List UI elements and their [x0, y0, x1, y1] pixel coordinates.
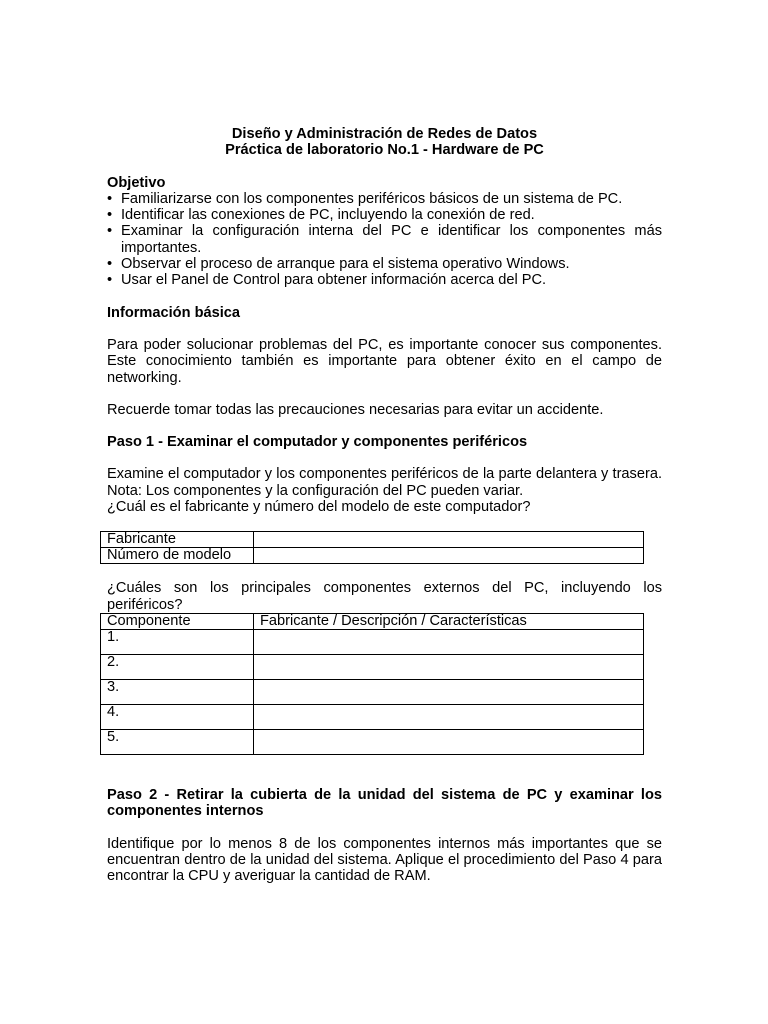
column-header: Componente [101, 613, 254, 629]
paso1-paragraph: Examine el computador y los componentes periféricos de la parte delantera y trasera. Nota: Los componentes y la configuración del PC pueden variar. [107, 466, 662, 499]
row-number: 1. [101, 629, 254, 654]
objetivo-heading: Objetivo [107, 174, 166, 191]
title-line-2: Práctica de laboratorio No.1 - Hardware de PC [225, 142, 544, 159]
fabricante-table [100, 531, 644, 564]
row-number: 3. [101, 679, 254, 704]
table-row [101, 679, 644, 704]
column-header: Fabricante / Descripción / Características [254, 613, 644, 629]
title-line-1: Diseño y Administración de Redes de Datos [231, 126, 538, 142]
table-answer-cell[interactable] [254, 532, 644, 548]
bullet-icon: • [107, 223, 113, 240]
bullet-icon: • [107, 190, 113, 207]
table-answer-cell[interactable] [254, 548, 644, 564]
table-answer-cell[interactable] [254, 654, 644, 679]
paso2-paragraph: Identifique por lo menos 8 de los componentes internos más importantes que se encuentran dentro de la unidad del sistema. Aplique el procedimiento del Paso 4 para encontrar la CPU y averiguar la cantidad de RAM. [107, 835, 662, 885]
document-page [107, 126, 662, 884]
table-row [101, 532, 644, 548]
objetivo-item: • Observar el proceso de arranque para el sistema operativo Windows. [107, 256, 570, 273]
paso1-question-1: ¿Cuál es el fabricante y número del modelo de este computador? [107, 499, 531, 516]
bullet-icon: • [107, 207, 113, 224]
table-header-row [101, 613, 644, 629]
row-number: 4. [101, 704, 254, 729]
paso1-question-2: ¿Cuáles son los principales componentes externos del PC, incluyendo los periféricos? [107, 580, 662, 613]
info-paragraph-2: Recuerde tomar todas las precauciones necesarias para evitar un accidente. [107, 401, 604, 418]
bullet-icon: • [107, 272, 113, 289]
componentes-table [100, 613, 644, 755]
table-answer-cell[interactable] [254, 729, 644, 754]
table-row [101, 654, 644, 679]
table-row [101, 729, 644, 754]
table-answer-cell[interactable] [254, 629, 644, 654]
table-row [101, 629, 644, 654]
info-heading: Información básica [107, 304, 241, 321]
objetivo-item: • Identificar las conexiones de PC, incluyendo la conexión de red. [107, 207, 535, 224]
table-answer-cell[interactable] [254, 704, 644, 729]
row-number: 5. [101, 729, 254, 754]
row-number: 2. [101, 654, 254, 679]
paso1-heading: Paso 1 - Examinar el computador y componentes periféricos [107, 434, 528, 451]
objetivo-item: • Examinar la configuración interna del PC e identificar los componentes más importantes. [107, 223, 662, 256]
bullet-icon: • [107, 256, 113, 273]
table-answer-cell[interactable] [254, 679, 644, 704]
table-row [101, 704, 644, 729]
table-label: Fabricante [101, 532, 254, 548]
paso2-heading: Paso 2 - Retirar la cubierta de la unidad del sistema de PC y examinar los componentes internos [107, 786, 662, 820]
info-paragraph: Para poder solucionar problemas del PC, es importante conocer sus componentes. Este conocimiento también es importante para obtener éxito en el campo de networking. [107, 336, 662, 386]
table-row [101, 548, 644, 564]
objetivo-item: • Familiarizarse con los componentes periféricos básicos de un sistema de PC. [107, 190, 623, 207]
table-label: Número de modelo [101, 548, 254, 564]
objetivo-item: • Usar el Panel de Control para obtener información acerca del PC. [107, 272, 547, 289]
